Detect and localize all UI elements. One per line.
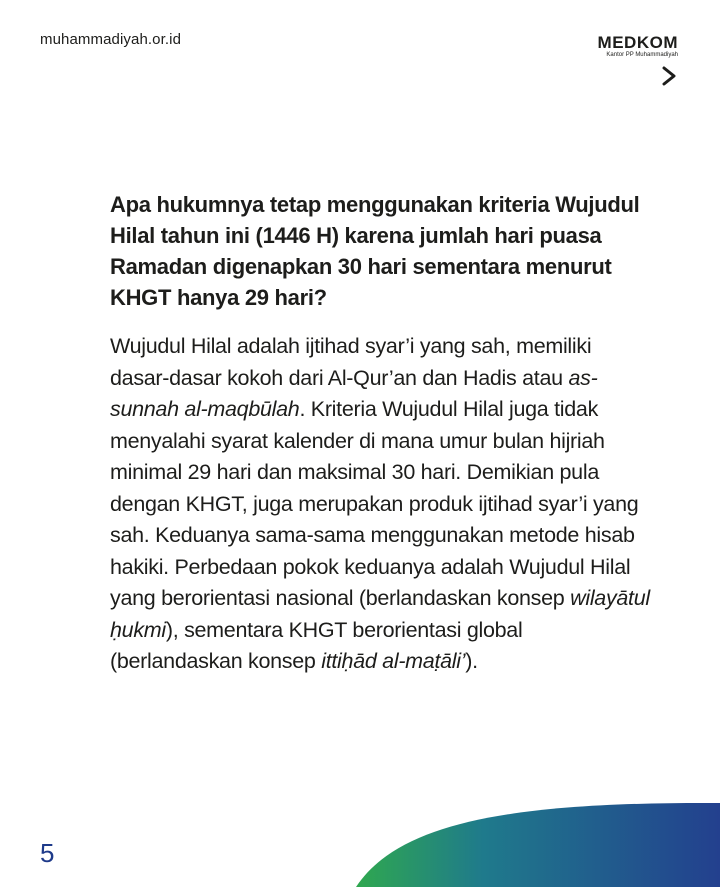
answer-text: Wujudul Hilal adalah ijtihad syar’i yang sah, memiliki dasar-dasar kokoh dari Al-Qur’an dan Hadis atau — [110, 334, 592, 390]
site-url: muhammadiyah.or.id — [40, 31, 182, 48]
term-ittihad-al-matali: ittiḥād al-maṭāli’ — [321, 649, 466, 673]
answer-text: ), sementara KHGT berorientasi global (berlandaskan konsep — [110, 617, 523, 673]
answer-paragraph — [110, 331, 650, 678]
chevron-right-icon[interactable] — [660, 66, 678, 86]
answer-text: ). — [465, 649, 478, 673]
term-as-sunnah: as-sunnah al-maqbūlah — [110, 365, 598, 421]
brand-logo — [598, 34, 678, 59]
qa-content — [110, 189, 650, 678]
answer-text: . Kriteria Wujudul Hilal juga tidak menyalahi syarat kalender di mana umur bulan hijriah minimal 29 hari dan maksimal 30 hari. Demikian pula dengan KHGT, juga merupakan produk ijtihad syar’i yang sah. Keduanya sama-sama menggunakan metode hisab hakiki. Perbedaan pokok keduanya adalah Wujudul Hilal yang berorientasi nasional (berlandaskan konsep — [110, 397, 639, 610]
term-wilayatul-hukmi: wilayātul ḥukmi — [110, 586, 650, 642]
brand-subtitle: Kantor PP Muhammadiyah — [606, 52, 678, 58]
page-number: 5 — [40, 838, 55, 868]
brand-name: MEDKOM — [597, 33, 678, 52]
question-heading: Apa hukumnya tetap menggunakan kriteria Wujudul Hilal tahun ini (1446 H) karena jumlah hari puasa Ramadan digenapkan 30 hari sementara menurut KHGT hanya 29 hari? — [110, 192, 640, 310]
